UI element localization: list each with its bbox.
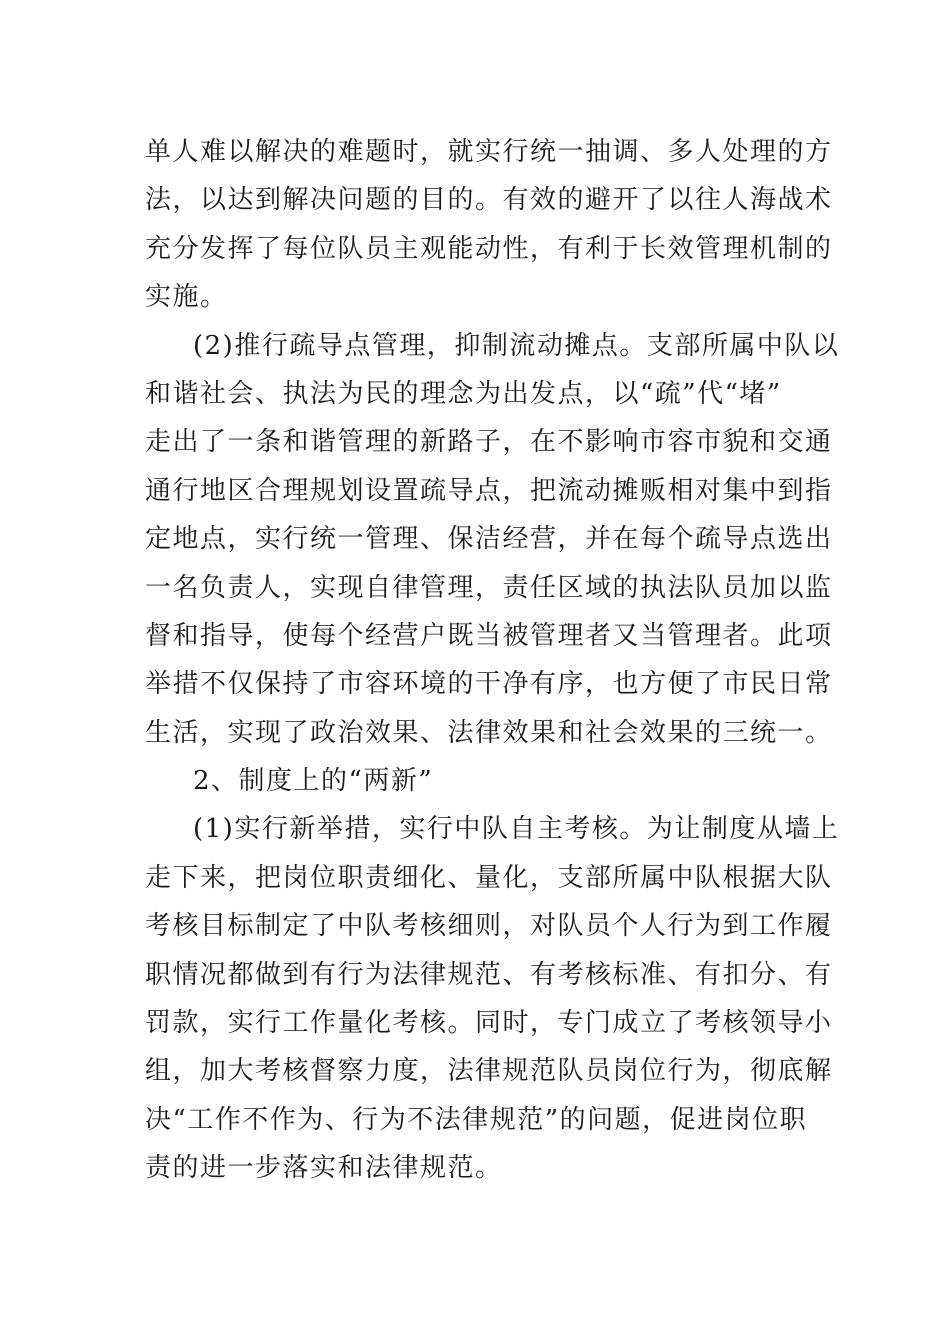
text-line: 考核目标制定了中队考核细则，对队员个人行为到工作履 <box>145 911 833 942</box>
text-line: 督和指导，使每个经营户既当被管理者又当管理者。此项 <box>145 620 833 651</box>
text-line: 单人难以解决的难题时，就实行统一抽调、多人处理的方 <box>145 137 833 167</box>
paragraph <box>145 322 840 758</box>
section-heading <box>145 757 815 805</box>
text-line: 走出了一条和谐管理的新路子，在不影响市容市貌和交通 <box>145 427 833 458</box>
text-line: 充分发挥了每位队员主观能动性，有利于长效管理机制的 <box>145 233 833 264</box>
text-line: (2)推行疏导点管理，抑制流动摊点。支部所属中队以 <box>193 330 840 361</box>
text-line: (1)实行新举措，实行中队自主考核。为让制度从墙上 <box>193 814 840 845</box>
text-line: 决“工作不作为、行为不法律规范”的问题，促进岗位职 <box>145 1104 808 1135</box>
heading-line: 2、制度上的“两新” <box>193 766 434 797</box>
text-line: 定地点，实行统一管理、保洁经营，并在每个疏导点选出 <box>145 524 833 555</box>
text-line: 罚款，实行工作量化考核。同时，专门成立了考核领导小 <box>145 1008 833 1039</box>
text-line: 和谐社会、执法为民的理念为出发点，以“疏”代“堵” <box>145 378 782 409</box>
text-line: 组，加大考核督察力度，法律规范队员岗位行为，彻底解 <box>145 1056 833 1087</box>
text-line: 法，以达到解决问题的目的。有效的避开了以往人海战术 <box>145 185 833 216</box>
text-line: 一名负责人，实现自律管理，责任区域的执法队员加以监 <box>145 572 833 603</box>
text-line: 责的进一步落实和法律规范。 <box>145 1153 503 1184</box>
text-line: 实施。 <box>145 282 228 313</box>
text-line: 走下来，把岗位职责细化、量化，支部所属中队根据大队 <box>145 862 833 893</box>
document-body <box>145 128 840 1193</box>
paragraph <box>145 805 840 1192</box>
paragraph <box>145 128 833 322</box>
text-line: 生活，实现了政治效果、法律效果和社会效果的三统一。 <box>145 717 833 748</box>
text-line: 举措不仅保持了市容环境的干净有序，也方便了市民日常 <box>145 669 833 700</box>
text-line: 通行地区合理规划设置疏导点，把流动摊贩相对集中到指 <box>145 475 833 506</box>
text-line: 职情况都做到有行为法律规范、有考核标准、有扣分、有 <box>145 959 833 990</box>
